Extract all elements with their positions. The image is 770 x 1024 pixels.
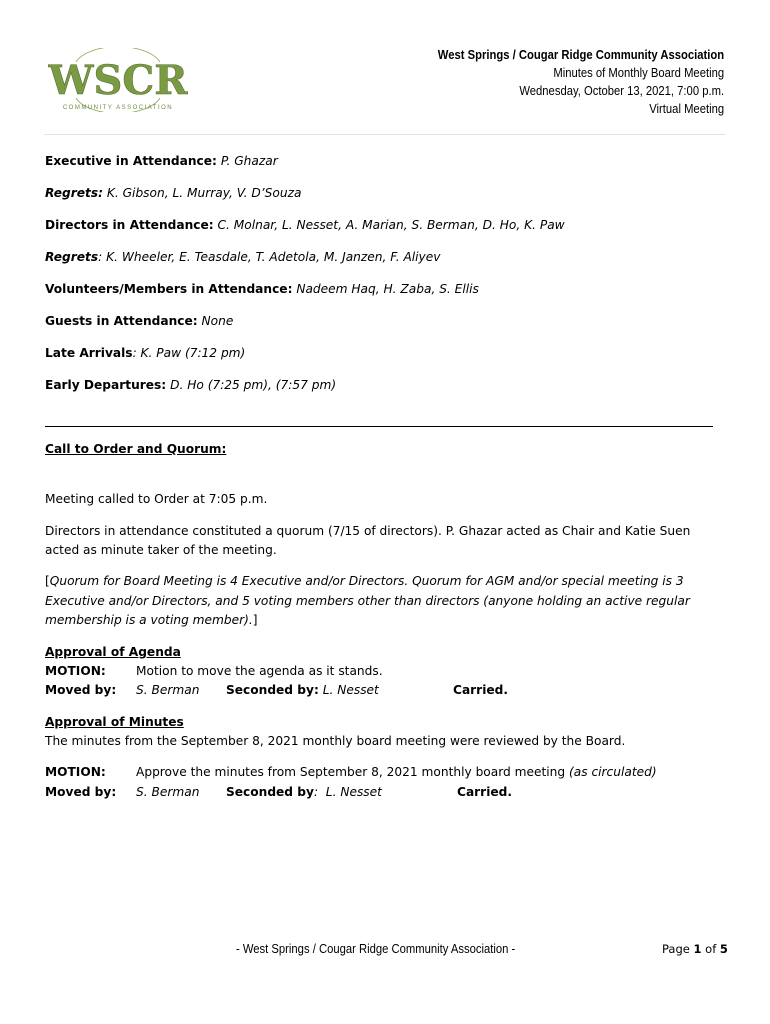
page-total: 5 xyxy=(719,942,728,956)
volunteers-value: Nadeem Haq, H. Zaba, S. Ellis xyxy=(296,282,479,296)
minutes-motion xyxy=(45,765,657,779)
agenda-motion-label: MOTION: xyxy=(45,664,106,678)
header-title: Minutes of Monthly Board Meeting xyxy=(553,66,724,80)
late-arrivals xyxy=(45,346,245,360)
directors-label: Directors in Attendance: xyxy=(45,218,214,232)
document-header xyxy=(438,46,724,118)
late-value: : K. Paw (7:12 pm) xyxy=(132,346,246,360)
early-departures xyxy=(45,378,336,392)
guests-value: None xyxy=(201,314,234,328)
minutes-seconded-value: : L. Nesset xyxy=(313,785,382,799)
quorum-note-line-3 xyxy=(45,613,258,627)
agenda-motion-text: Motion to move the agenda as it stands. xyxy=(136,664,383,678)
minutes-moved-value: S. Berman xyxy=(136,785,200,799)
header-org: West Springs / Cougar Ridge Community Association xyxy=(437,48,724,62)
exec-regrets-value: K. Gibson, L. Murray, V. D’Souza xyxy=(106,186,302,200)
minutes-seconded-label: Seconded by xyxy=(226,785,314,799)
volunteers-label: Volunteers/Members in Attendance: xyxy=(45,282,293,296)
minutes-vote xyxy=(45,785,645,799)
exec-attendance xyxy=(45,154,278,168)
agenda-vote xyxy=(45,683,645,697)
early-value: D. Ho (7:25 pm), (7:57 pm) xyxy=(170,378,337,392)
footer-center: - West Springs / Cougar Ridge Community Association - xyxy=(236,942,516,956)
quorum-note-2: Executive and/or Directors, and 5 voting members other than directors (anyone holding an active regular xyxy=(45,594,690,608)
minutes-heading: Approval of Minutes xyxy=(45,715,184,729)
directors-regrets-label: Regrets xyxy=(45,250,99,264)
quorum-line-2: acted as minute taker of the meeting. xyxy=(45,543,277,557)
page-of-label: of xyxy=(705,942,717,956)
agenda-moved-label: Moved by: xyxy=(45,683,117,697)
agenda-heading: Approval of Agenda xyxy=(45,645,181,659)
quorum-note-line-1 xyxy=(45,574,684,588)
minutes-result: Carried. xyxy=(457,785,512,799)
logo-main-text: WSCR xyxy=(48,57,188,104)
exec-label: Executive in Attendance: xyxy=(45,154,217,168)
agenda-seconded-label: Seconded by: xyxy=(226,683,319,697)
exec-regrets-label: Regrets: xyxy=(45,186,103,200)
header-divider xyxy=(44,134,726,135)
minutes-text: The minutes from the September 8, 2021 monthly board meeting were reviewed by the Board. xyxy=(45,734,626,748)
minutes-motion-text: Approve the minutes from September 8, 2021 monthly board meeting xyxy=(136,765,570,779)
directors-attendance xyxy=(45,218,565,232)
late-label: Late Arrivals xyxy=(45,346,133,360)
guests-label: Guests in Attendance: xyxy=(45,314,198,328)
guests-attendance xyxy=(45,314,233,328)
section-divider xyxy=(45,426,713,427)
directors-regrets xyxy=(45,250,440,264)
volunteers-attendance xyxy=(45,282,479,296)
early-label: Early Departures: xyxy=(45,378,167,392)
quorum-note-3: membership is a voting member). xyxy=(45,613,253,627)
page-current: 1 xyxy=(693,942,702,956)
wscr-logo xyxy=(48,48,188,112)
agenda-result: Carried. xyxy=(453,683,508,697)
quorum-note-close: ] xyxy=(252,613,258,627)
agenda-moved-value: S. Berman xyxy=(136,683,200,697)
minutes-moved-label: Moved by: xyxy=(45,785,117,799)
exec-regrets xyxy=(45,186,301,200)
call-to-order-heading: Call to Order and Quorum: xyxy=(45,442,227,456)
agenda-motion xyxy=(45,664,383,678)
directors-value: C. Molnar, L. Nesset, A. Marian, S. Berman, D. Ho, K. Paw xyxy=(217,218,565,232)
quorum-note-open: [ xyxy=(45,574,50,588)
directors-regrets-value: : K. Wheeler, E. Teasdale, T. Adetola, M. Janzen, F. Aliyev xyxy=(98,250,441,264)
exec-value: P. Ghazar xyxy=(220,154,278,168)
header-date: Wednesday, October 13, 2021, 7:00 p.m. xyxy=(519,84,724,98)
minutes-motion-note: (as circulated) xyxy=(569,765,657,779)
minutes-motion-label: MOTION: xyxy=(45,765,106,779)
agenda-seconded-value: L. Nesset xyxy=(322,683,379,697)
page-number xyxy=(662,942,728,956)
page-label: Page xyxy=(662,942,690,956)
logo-ring-text: COMMUNITY ASSOCIATION xyxy=(62,105,174,111)
header-location: Virtual Meeting xyxy=(649,102,724,116)
quorum-note-1: Quorum for Board Meeting is 4 Executive and/or Directors. Quorum for AGM and/or special meeting is 3 xyxy=(49,574,684,588)
call-to-order-time: Meeting called to Order at 7:05 p.m. xyxy=(45,492,268,506)
quorum-line-1: Directors in attendance constituted a quorum (7/15 of directors). P. Ghazar acted as Chair and Katie Suen xyxy=(45,524,691,538)
